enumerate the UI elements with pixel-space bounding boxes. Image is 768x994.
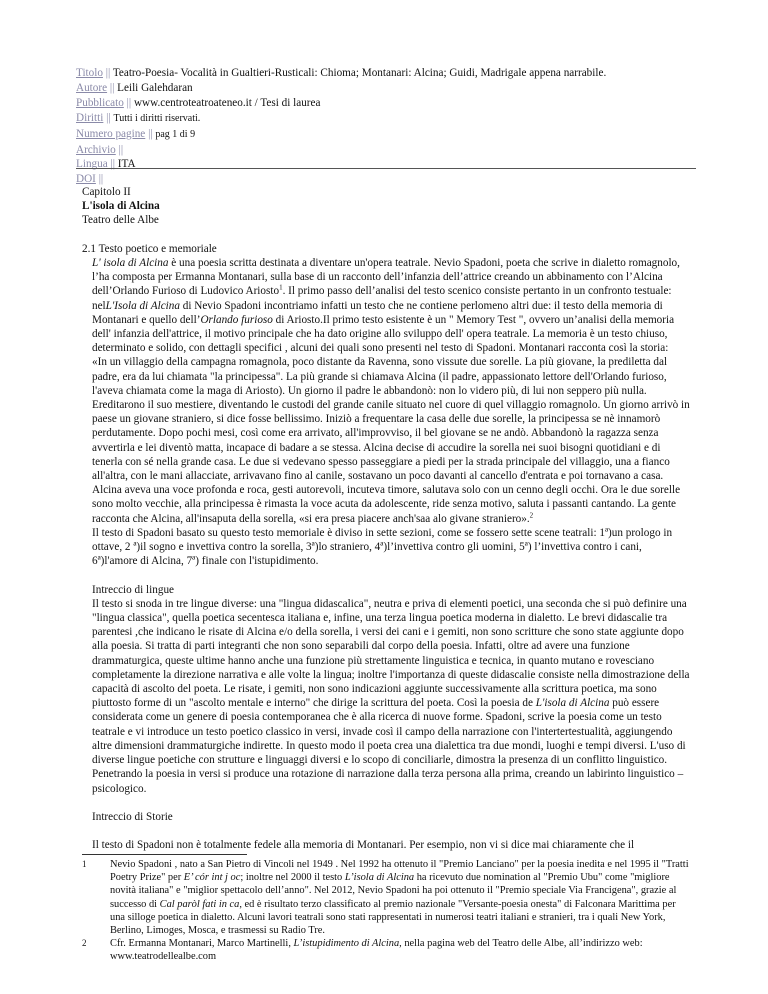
footnote: 2 Cfr. Ermanna Montanari, Marco Martinelli, L’istupidimento di Alcina, nella pagina web del Teatro delle Albe, all’indirizzo web: www.teatrodellealbe.com [82, 938, 643, 963]
paragraph: L' isola di Alcina è una poesia scritta destinata a diventare un'opera teatrale. Nevio Spadoni, poeta che scrive in dialetto romagnolo, l’ha composta per Ermanna Montanari, sulla base di un racconto dell’infanzia dell’attrice creando un abbinamento con l’Alcina dell’Orlando Furioso di Ludovico Ariosto$^1$. Il primo passo dell’analisi del testo scenico consiste pertanto in un confronto testuale: nelL'Isola di Alcina di Nevio Spadoni incontriamo infatti un testo che ne contiene perlomeno altri due: il testo della memoria di Montanari e quello dell’Orlando furioso di Ariosto.Il primo testo esistente è un " Memory Test ", ovvero un’analisi della memoria dell' infanzia dell'attrice, il motivo principale che ha dato origine allo sviluppo dell' opera teatrale. La memoria è un testo chiuso, determinato e solido, con dettagli specifici , alcuni dei quali sono presenti nel testo di Spadoni. Montanari racconta così la storia: [92, 257, 680, 355]
chapter-title: L'isola di Alcina [82, 200, 160, 213]
meta-row-language: Lingua || ITA [76, 158, 136, 171]
chapter-subtitle: Teatro delle Albe [82, 214, 159, 227]
meta-row-doi: DOI || [76, 173, 104, 186]
meta-row-author: Autore || Leili Galehdaran [76, 81, 193, 94]
section-title: Intreccio di lingue [92, 583, 175, 596]
metadata-block [76, 66, 696, 187]
quote-paragraph: «In un villaggio della campagna romagnola, poco distante da Ravenna, sono vissute due sorelle. La più giovane, la prediletta dal padre, era da lui chiamata "la principessa". La più grande si chiamava Alcina (il padre, appassionato lettore dell'Orlando furioso, l'aveva chiamata come la maga di Ariosto). Un giorno il padre le abbandonò: non lo videro più, di lui non seppero più nulla. Ereditarono il suo mestiere, diventando le custodi del grande canile situato nel cuore di quel villaggio romagnolo. Un giorno arrivò in paese un giovane straniero, si dice fosse bellissimo. Iniziò a frequentare la casa delle due sorelle, la principessa se nè innamorò perdutamente. Dopo pochi mesi, così come era arrivato, all'improvviso, il bel giovane se ne andò. Abbandonò la ragazza senza avvertirla e lei diventò matta, incapace di badare a se stessa. Alcina decise di accudire la sorella nei suoi bisogni quotidiani e di tenerla con sé nella grande casa. Le due si vedevano spesso passeggiare a piedi per la strada principale del villaggio, una a fianco all'altra, con le mani allacciate, arrivavano fino al canile, sostavano un poco davanti al cancello d'entrata e poi tornavano a casa. Alcina aveva una voce profonda e roca, gesti autorevoli, incuteva timore, salutava solo con un cenno degli occhi. Ora le due sorelle sono molto vecchie, alla principessa è rimasta la voce acuta da adolescente, ride senza motivo, saluta i passanti cantando. La gente racconta che Alcina, all'insaputa della sorella, «si era presa piacere anch'saa alo givane straniero».$^2$ [92, 356, 690, 525]
meta-value: Leili Galehdaran [117, 81, 193, 94]
meta-label-link[interactable]: DOI [76, 173, 96, 186]
meta-label-link[interactable]: Autore [76, 81, 108, 94]
paragraph: Il testo di Spadoni basato su questo testo memoriale è diviso in sette sezioni, come se fossero sette scene teatrali: 1ª)un prologo in ottave, 2 ª)il sogno e invettiva contro la sorella, 3ª)lo straniero, 4ª)l’invettiva contro gli uomini, 5ª) l’invettiva contro i cani, 6ª)l'amore di Alcina, 7ª) finale con l'istupidimento. [92, 526, 673, 568]
meta-label-link[interactable]: Lingua [76, 158, 108, 171]
section-title: 2.1 Testo poetico e memoriale [82, 242, 217, 255]
document-body [82, 185, 690, 852]
meta-value: www.centroteatroateneo.it / Tesi di laurea [133, 96, 321, 109]
paragraph: Il testo di Spadoni non è totalmente fedele alla memoria di Montanari. Per esempio, non vi si dice mai chiaramente che il [92, 839, 635, 852]
meta-label-link[interactable]: Titolo [76, 67, 103, 79]
chapter-label: Capitolo II [82, 186, 131, 198]
meta-value: pag 1 di 9 [155, 128, 196, 140]
meta-value: Teatro-Poesia- Vocalità in Gualtieri-Rusticali: Chioma; Montanari: Alcina; Guidi, Madrigale appena narrabile. [112, 67, 607, 79]
header-divider [76, 168, 696, 169]
footnote-divider [82, 854, 247, 855]
meta-row-archive: Archivio || [76, 143, 124, 156]
meta-label-link[interactable]: Pubblicato [76, 96, 124, 109]
section-title: Intreccio di Storie [92, 810, 173, 823]
footnote-number: 2 [82, 938, 87, 949]
meta-label-link[interactable]: Diritti [76, 111, 104, 124]
meta-row-pages: Numero pagine || pag 1 di 9 [76, 127, 196, 140]
meta-label-link[interactable]: Numero pagine [76, 127, 146, 140]
meta-row-title: Titolo || Teatro-Poesia- Vocalità in Gualtieri-Rusticali: Chioma; Montanari: Alcina; Guidi, Madrigale appena narrabile. [76, 67, 607, 79]
meta-value: Tutti i diritti riservati. [113, 112, 201, 124]
meta-row-published: Pubblicato || www.centroteatroateneo.it / Tesi di laurea [76, 96, 321, 109]
meta-label-link[interactable]: Archivio [76, 143, 116, 156]
paragraph: Il testo si snoda in tre lingue diverse: una "lingua didascalica", neutra e priva di elementi poetici, una seconda che si può definire una "lingua classica", quella poetica secentesca italiana e, infine, una terza lingua poetica moderna in dialetto. Le brevi didascalie tra parentesi ,che indicano le risate di Alcina e/o della sorella, i versi dei cani e i gemiti, non sono scritture che sono state aggiunte dopo alla poesia. Si tratta di parti integranti che non sono separabili dal corpo della poesia. Infatti, oltre ad avere una funzione drammaturgica, queste ultime hanno anche una funzione più strettamente linguistica e tecnica, in quanto mutano e rovesciano completamente la direzione narrativa e alle volte la lingua; inoltre l'importanza di queste didascalie consiste nella dimostrazione della capacità di ascolto del poeta. Le risate, i gemiti, non sono indicazioni aggiunte successivamente alla scrittura poetica, ma sono piuttosto forme di un "ascolto mentale e interno" che dirige la scrittura del poeta. Così la poesia de L'isola di Alcina può essere considerata come un genere di poesia contemporanea che è alla ricerca di nuove forme. Spadoni, scrive la poesia come un testo teatrale e vi introduce un testo poetico classico in versi, invade così il campo della narrazione con l'intertertestualità, aggiungendo altre dimensioni drammaturgiche indirette. In questo modo il poeta crea una dialettica tra due mondi, luoghi e tempi diversi. L'uso di diverse lingue poetiche con strutture e linguaggi diversi e lo scopo di conciliarle, dimostra la presenza di un conflitto linguistico. Penetrando la poesia in versi si produce una rotazione di narrazione dalla terza persona alla prima, creando un labirinto linguistico – psicologico. [92, 597, 690, 795]
meta-row-rights: Diritti || Tutti i diritti riservati. [76, 111, 201, 124]
footnote: 1 Nevio Spadoni , nato a San Pietro di Vincoli nel 1949 . Nel 1992 ha ottenuto il "Premio Lanciano" per la poesia inedita e nel 1995 il "Tratti Poetry Prize" per E’ cór int j oc; inoltre nel 2000 il testo L’isola di Alcina ha ricevuto due nomination al "Premio Ubu" come "migliore novità italiana" e "miglior spettacolo dell’anno". Nel 2012, Nevio Spadoni ha poi ottenuto il "Premio speciale Via Francigena", grazie al successo di Cal paròl fati in ca, ed è risultato terzo classificato al premio nazionale "Versante-poesia onesta" di Falconara Marittima per una silloge poetica in dialetto. Alcuni lavori teatrali sono stati rappresentati in numerosi teatri italiani e stranieri, tra i quali New York, Berlino, Limoges, Mosca, e trasmessi su Radio Tre. [82, 859, 689, 937]
footnotes [82, 858, 690, 964]
meta-value: ITA [117, 158, 136, 171]
footnote-number: 1 [82, 859, 87, 869]
